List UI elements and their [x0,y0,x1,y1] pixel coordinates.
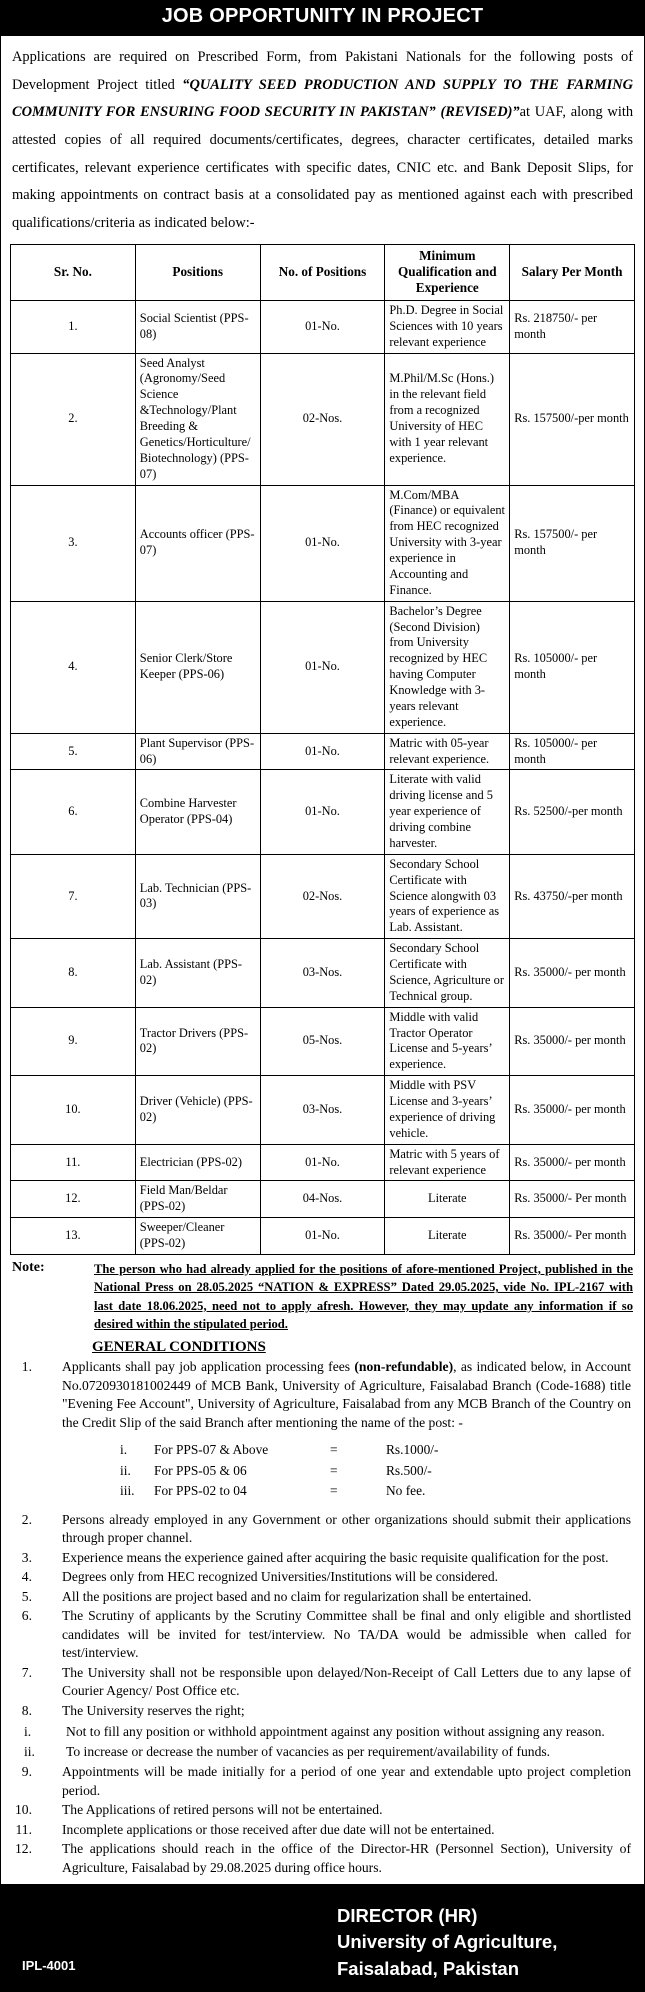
cell-number-of-positions: 02-Nos. [260,353,385,485]
cell-position-title: Tractor Drivers (PPS-02) [135,1007,260,1076]
cell-number-of-positions: 02-Nos. [260,854,385,938]
cell-qualification: Secondary School Certificate with Science, Agriculture or Technical group. [385,939,510,1008]
cell-sr-no: 1. [11,300,136,353]
cell-salary: Rs. 157500/- per month [510,485,635,601]
cell-qualification: Secondary School Certificate with Science alongwith 03 years of experience as Lab. Assistant. [385,854,510,938]
page-footer [0,1885,645,1992]
condition-item-7 [10,1664,635,1701]
right-item [10,1723,635,1741]
university-rights-wrapper [10,1723,635,1761]
condition-item-3 [10,1549,635,1567]
cell-sr-no: 13. [11,1218,136,1255]
cell-position-title: Lab. Technician (PPS-03) [135,854,260,938]
cell-sr-no: 12. [11,1181,136,1218]
right-roman-number: i. [24,1724,32,1740]
general-conditions-heading: GENERAL CONDITIONS [92,1339,266,1356]
fee-schedule-wrapper [10,1441,635,1502]
cell-number-of-positions: 01-No. [260,1144,385,1181]
cell-position-title: Field Man/Beldar (PPS-02) [135,1181,260,1218]
cell-salary: Rs. 43750/-per month [510,854,635,938]
project-title-text: “QUALITY SEED PRODUCTION AND SUPPLY TO THE FARMING COMMUNITY FOR ENSURING FOOD SECURITY IN PAKISTAN” (REVISED)” [12,76,634,121]
condition-text: The University reserves the right; [62,1702,245,1718]
cell-position-title: Sweeper/Cleaner (PPS-02) [135,1218,260,1255]
condition-1-text-after: , as indicated below, in Account No.0720930181002449 of MCB Bank, University of Agriculture, Faisalabad Branch (Code-1688) title "Evening Fee Account", University of Agriculture, Faisalabad from any MCB Branch of the Country on the Credit Slip of the said Branch after mentioning the name of the post: - [62,1359,631,1430]
condition-number: 10. [15,1802,32,1818]
note-section [10,1260,635,1334]
cell-position-title: Seed Analyst (Agronomy/Seed Science &Technology/Plant Breeding & Genetics/Horticulture/ Biotechnology) (PPS-07) [135,353,260,485]
table-header-row [11,244,635,300]
cell-number-of-positions: 01-No. [260,1218,385,1255]
condition-number: 4. [21,1569,32,1585]
cell-sr-no: 2. [11,353,136,485]
cell-position-title: Driver (Vehicle) (PPS-02) [135,1076,260,1145]
positions-table-body [11,300,635,1254]
cell-salary: Rs. 157500/-per month [510,353,635,485]
condition-item-12 [10,1840,635,1877]
condition-1-bold-term: (non-refundable) [354,1359,454,1375]
fee-roman-number: iii. [120,1482,135,1498]
fee-amount: No fee. [386,1482,426,1498]
cell-number-of-positions: 01-No. [260,770,385,854]
cell-qualification: M.Com/MBA (Finance) or equivalent from HEC recognized University with 3-year experience in Accounting and Finance. [385,485,510,601]
fee-label: For PPS-05 & 06 [154,1462,247,1478]
cell-position-title: Senior Clerk/Store Keeper (PPS-06) [135,601,260,733]
cell-sr-no: 3. [11,485,136,601]
note-text: The person who had already applied for the positions of afore-mentioned Project, published in the National Press on 28.05.2025 “NATION & EXPRESS” Dated 29.05.2025, vide No. IPL-2167 with last date 18.06.2025, need not to apply afresh. However, they may update any information if so desired within the stipulated period. [94,1261,633,1331]
cell-sr-no: 5. [11,733,136,770]
table-row [11,1007,635,1076]
table-row [11,1218,635,1255]
cell-qualification: Matric with 05-year relevant experience. [385,733,510,770]
intro-text-part1: Applications are required on Prescribed Form, from Pakistani Nationals for the following posts of Development Project titled [12,49,633,93]
cell-qualification: Middle with valid Tractor Operator License and 5-years’ experience. [385,1007,510,1076]
right-roman-number: ii. [24,1743,35,1759]
cell-salary: Rs. 35000/- per month [510,1144,635,1181]
table-row [11,733,635,770]
fee-row [120,1482,438,1502]
condition-number: 6. [21,1608,32,1624]
condition-item-4 [10,1568,635,1586]
cell-sr-no: 6. [11,770,136,854]
cell-qualification: Middle with PSV License and 3-years’ experience of driving vehicle. [385,1076,510,1145]
condition-number: 3. [21,1549,32,1565]
condition-number: 2. [21,1511,32,1527]
cell-number-of-positions: 01-No. [260,300,385,353]
cell-salary: Rs. 35000/- per month [510,1007,635,1076]
cell-sr-no: 7. [11,854,136,938]
cell-salary: Rs. 105000/- per month [510,733,635,770]
cell-position-title: Accounts officer (PPS-07) [135,485,260,601]
cell-sr-no: 11. [11,1144,136,1181]
cell-salary: Rs. 35000/- Per month [510,1218,635,1255]
cell-number-of-positions: 05-Nos. [260,1007,385,1076]
column-header-positions: Positions [135,244,260,300]
right-item [10,1743,635,1761]
cell-salary: Rs. 218750/- per month [510,300,635,353]
cell-position-title: Social Scientist (PPS-08) [135,300,260,353]
note-label: Note: [12,1259,45,1275]
condition-item-11 [10,1821,635,1839]
condition-item-8 [10,1702,635,1720]
condition-text: Experience means the experience gained after acquiring the basic requisite qualification for the post. [62,1549,609,1565]
condition-number: 12. [15,1841,32,1857]
condition-text: Incomplete applications or those received after due date will not be entertained. [62,1821,495,1837]
fee-schedule-body [120,1441,438,1502]
condition-text: All the positions are project based and no claim for regularization shall be entertained. [62,1588,532,1604]
fee-amount: Rs.500/- [386,1462,432,1478]
condition-text: Degrees only from HEC recognized Universities/Institutions will be considered. [62,1569,499,1585]
fee-label: For PPS-02 to 04 [154,1482,247,1498]
table-row [11,1144,635,1181]
condition-number: 1. [21,1359,32,1375]
cell-position-title: Plant Supervisor (PPS-06) [135,733,260,770]
column-header-salary: Salary Per Month [510,244,635,300]
fee-label: For PPS-07 & Above [154,1442,269,1458]
cell-qualification: Literate [385,1218,510,1255]
table-row [11,1076,635,1145]
condition-text: Appointments will be made initially for a period of one year and extendable upto project completion period. [62,1764,631,1798]
page-title: JOB OPPORTUNITY IN PROJECT [0,0,645,34]
table-row [11,1181,635,1218]
column-header-sr-no: Sr. No. [11,244,136,300]
cell-sr-no: 10. [11,1076,136,1145]
condition-item-10 [10,1801,635,1819]
cell-position-title: Lab. Assistant (PPS-02) [135,939,260,1008]
fee-equals-sign: = [330,1442,338,1458]
cell-number-of-positions: 01-No. [260,733,385,770]
cell-salary: Rs. 105000/- per month [510,601,635,733]
cell-position-title: Combine Harvester Operator (PPS-04) [135,770,260,854]
cell-number-of-positions: 03-Nos. [260,939,385,1008]
signature-block [337,1903,557,1982]
right-text: Not to fill any position or withhold appointment against any position without assigning any reason. [66,1724,605,1740]
cell-sr-no: 4. [11,601,136,733]
ipl-reference-code: IPL-4001 [22,1958,76,1974]
condition-item-2 [10,1511,635,1548]
condition-number: 9. [21,1764,32,1780]
signature-institution: University of Agriculture, [337,1931,558,1953]
condition-text: The Scrutiny of applicants by the Scrutiny Committee shall be final and only eligible and shortlisted candidates will be invited for test/interview. No TA/DA would be admissible when called for test/interview. [62,1608,631,1661]
condition-text: The Applications of retired persons will not be entertained. [62,1802,383,1818]
fee-roman-number: i. [120,1442,128,1458]
signature-location: Faisalabad, Pakistan [337,1957,520,1979]
fee-row [120,1441,438,1461]
fee-row [120,1462,438,1482]
cell-salary: Rs. 35000/- per month [510,939,635,1008]
cell-qualification: Bachelor’s Degree (Second Division) from University recognized by HEC having Computer Knowledge with 3-years relevant experience. [385,601,510,733]
fee-equals-sign: = [330,1462,338,1478]
positions-table [10,244,635,1255]
fee-equals-sign: = [330,1482,338,1498]
university-rights-list [10,1723,635,1761]
cell-qualification: Literate [385,1181,510,1218]
cell-salary: Rs. 35000/- per month [510,1076,635,1145]
table-row [11,939,635,1008]
cell-qualification: M.Phil/M.Sc (Hons.) in the relevant field from a recognized University of HEC with 1 year relevant experience. [385,353,510,485]
advertisement-body [0,34,645,1885]
table-row [11,770,635,854]
condition-text [62,1358,635,1432]
cell-number-of-positions: 01-No. [260,601,385,733]
condition-number: 8. [21,1702,32,1718]
fee-schedule-table [120,1441,438,1502]
cell-number-of-positions: 03-Nos. [260,1076,385,1145]
column-header-qualification: Minimum Qualification and Experience [385,244,510,300]
cell-salary: Rs. 52500/-per month [510,770,635,854]
intro-text-part2: at UAF, along with attested copies of all required documents/certificates, degrees, character certificates, detailed marks certificates, relevant experience certificates with specific dates, CNIC etc. and Bank Deposit Slips, for making appointments on contract basis at a consolidated pay as mentioned against each with prescribed qualifications/criteria as indicated below:- [12,104,634,231]
condition-item-9 [10,1763,635,1800]
cell-qualification: Literate with valid driving license and 5 year experience of driving combine harvester. [385,770,510,854]
cell-sr-no: 8. [11,939,136,1008]
condition-text: The University shall not be responsible upon delayed/Non-Receipt of Call Letters due to any lapse of Courier Agency/ Post Office etc. [62,1664,631,1699]
fee-amount: Rs.1000/- [386,1442,439,1458]
condition-item-1 [10,1358,635,1432]
condition-text: Persons already employed in any Government or other organizations should submit their applications through proper channel. [62,1511,631,1546]
table-row [11,601,635,733]
signature-title: DIRECTOR (HR) [337,1905,478,1927]
condition-item-6 [10,1607,635,1662]
condition-1-text-before: Applicants shall pay job application processing fees [62,1359,355,1375]
table-row [11,485,635,601]
column-header-no-of-positions: No. of Positions [260,244,385,300]
general-conditions-list [10,1358,635,1877]
cell-qualification: Ph.D. Degree in Social Sciences with 10 years relevant experience [385,300,510,353]
condition-number: 11. [15,1821,32,1837]
condition-item-5 [10,1588,635,1606]
cell-number-of-positions: 04-Nos. [260,1181,385,1218]
condition-text: The applications should reach in the office of the Director-HR (Personnel Section), University of Agriculture, Faisalabad by 29.08.2025 during office hours. [62,1841,631,1875]
fee-roman-number: ii. [120,1462,131,1478]
cell-salary: Rs. 35000/- Per month [510,1181,635,1218]
condition-number: 5. [21,1588,32,1604]
table-row [11,353,635,485]
cell-number-of-positions: 01-No. [260,485,385,601]
condition-number: 7. [21,1664,32,1680]
cell-position-title: Electrician (PPS-02) [135,1144,260,1181]
right-text: To increase or decrease the number of vacancies as per requirement/availability of funds. [66,1743,551,1759]
cell-qualification: Matric with 5 years of relevant experience [385,1144,510,1181]
table-row [11,300,635,353]
table-row [11,854,635,938]
cell-sr-no: 9. [11,1007,136,1076]
intro-paragraph [12,44,633,238]
